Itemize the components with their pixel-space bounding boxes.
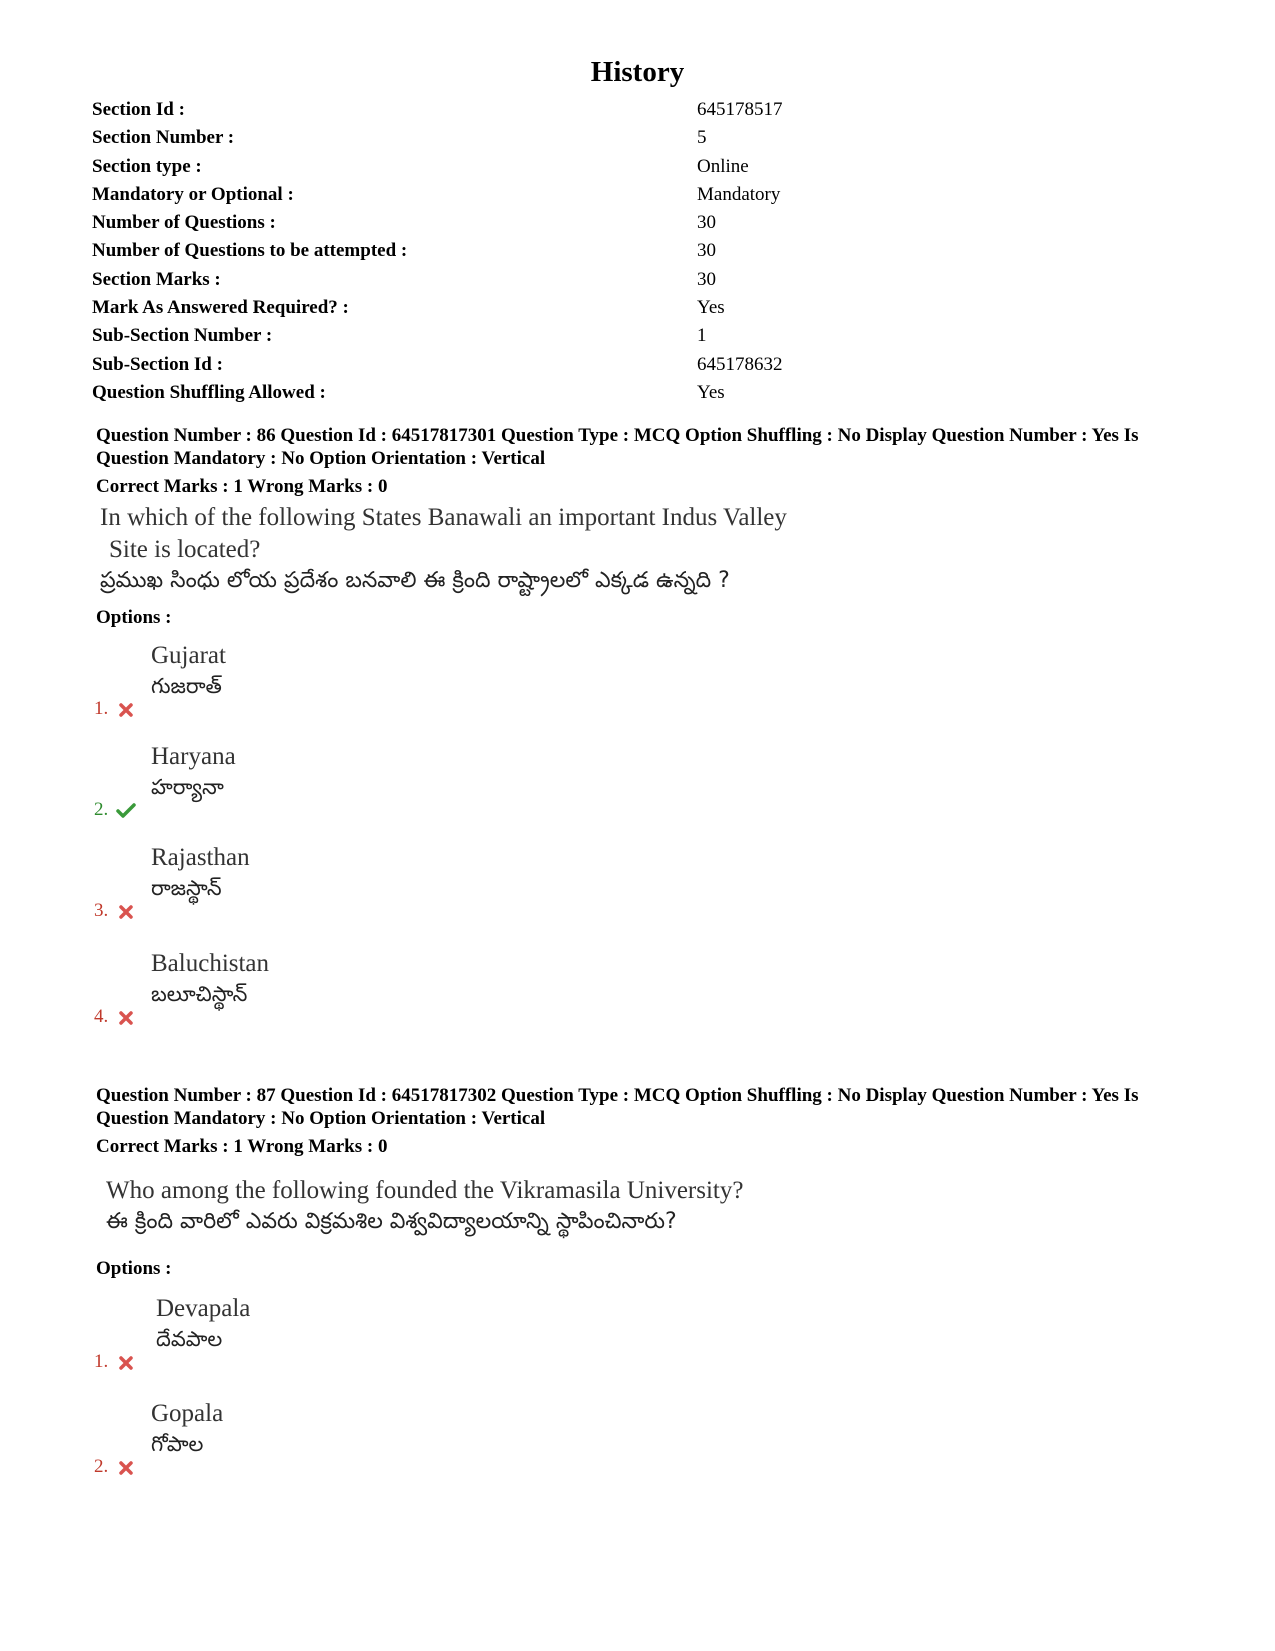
option-number: 1. [94, 698, 109, 719]
option-item[interactable] [94, 640, 694, 720]
option-text-telugu: రాజస్థాన్ [151, 876, 222, 900]
meta-value: 30 [697, 212, 716, 234]
options-label: Options : [96, 607, 172, 628]
meta-label: Question Shuffling Allowed : [92, 381, 326, 403]
meta-value: Yes [697, 297, 725, 319]
option-item[interactable] [94, 1293, 694, 1373]
meta-row-section-id [92, 96, 1192, 124]
meta-value: 30 [697, 268, 716, 290]
option-text-telugu: దేవపాల [156, 1327, 223, 1351]
option-number: 3. [94, 900, 109, 921]
option-text-english: Rajasthan [151, 844, 250, 871]
option-text [151, 948, 269, 1008]
page-title: History [590, 56, 685, 88]
cross-icon [118, 1355, 134, 1371]
meta-row-sub-section-id [92, 351, 1192, 379]
meta-label: Section Number : [92, 127, 235, 149]
option-number: 4. [94, 1006, 109, 1027]
option-number: 1. [94, 1351, 109, 1372]
option-text [151, 640, 226, 700]
cross-icon [118, 702, 134, 718]
meta-value: 1 [697, 325, 707, 347]
meta-value: Online [697, 155, 749, 177]
meta-value: Yes [697, 381, 725, 403]
question-text-english-line: In which of the following States Banawali an important Indus Valley [100, 504, 787, 531]
meta-label: Section Id : [92, 99, 185, 120]
meta-value: 5 [697, 127, 707, 149]
question-text-telugu: ప్రముఖ సింధు లోయ ప్రదేశం బనవాలి ఈ క్రింది రాష్ట్రాలలో ఎక్కడ ఉన్నది ? [100, 568, 730, 593]
option-number: 2. [94, 1456, 109, 1477]
option-text-english: Gujarat [151, 642, 226, 669]
option-text [151, 741, 236, 801]
option-text-english: Gopala [151, 1400, 224, 1427]
meta-label: Section Marks : [92, 268, 221, 290]
option-text-english: Haryana [151, 743, 236, 770]
meta-row-number-of-questions [92, 209, 1192, 237]
check-icon [116, 803, 136, 819]
meta-row-questions-to-attempt [92, 237, 1192, 265]
meta-row-sub-section-number [92, 322, 1192, 350]
question-header: Question Number : 87 Question Id : 64517817302 Question Type : MCQ Option Shuffling : No Display Question Number : Yes Is Question Mandatory : No Option Orientation : Vertical [96, 1085, 1139, 1129]
question-text [106, 1175, 743, 1237]
section-details [92, 96, 1192, 407]
option-text [151, 842, 250, 902]
cross-icon [118, 1460, 134, 1476]
meta-label: Sub-Section Id : [92, 353, 223, 375]
meta-row-mandatory [92, 181, 1192, 209]
meta-value: 645178517 [697, 99, 783, 120]
question-header: Question Number : 86 Question Id : 64517817301 Question Type : MCQ Option Shuffling : No Display Question Number : Yes Is Question Mandatory : No Option Orientation : Vertical [96, 425, 1139, 469]
meta-row-section-type [92, 153, 1192, 181]
option-text-telugu: బలూచిస్థాన్ [151, 982, 248, 1006]
meta-value: 30 [697, 240, 716, 262]
option-text [151, 1398, 223, 1458]
question-marks: Correct Marks : 1 Wrong Marks : 0 [96, 1136, 388, 1157]
option-text [156, 1293, 250, 1353]
question-text [100, 502, 787, 596]
option-item[interactable] [94, 948, 694, 1028]
meta-label: Number of Questions : [92, 212, 276, 234]
option-text-telugu: గుజరాత్ [151, 674, 222, 698]
option-item[interactable] [94, 842, 694, 922]
question-marks: Correct Marks : 1 Wrong Marks : 0 [96, 476, 388, 497]
meta-label: Number of Questions to be attempted : [92, 240, 408, 262]
option-text-english: Devapala [156, 1295, 251, 1322]
option-item[interactable] [94, 1398, 694, 1478]
option-text-telugu: హర్యానా [151, 775, 224, 799]
question-text-english-line: Who among the following founded the Vikramasila University? [106, 1177, 744, 1204]
question-text-english-line: Site is located? [109, 536, 261, 563]
meta-label: Mark As Answered Required? : [92, 297, 349, 319]
options-label: Options : [96, 1258, 172, 1279]
meta-value: Mandatory [697, 183, 781, 205]
meta-row-mark-as-answered [92, 294, 1192, 322]
meta-row-section-number [92, 124, 1192, 152]
cross-icon [118, 1010, 134, 1026]
meta-value: 645178632 [697, 353, 783, 375]
option-text-english: Baluchistan [151, 950, 270, 977]
meta-row-section-marks [92, 266, 1192, 294]
meta-label: Sub-Section Number : [92, 325, 273, 347]
meta-label: Section type : [92, 155, 202, 177]
option-item[interactable] [94, 741, 694, 821]
option-text-telugu: గోపాల [151, 1432, 204, 1456]
meta-label: Mandatory or Optional : [92, 183, 294, 205]
meta-row-question-shuffling [92, 379, 1192, 407]
cross-icon [118, 904, 134, 920]
option-number: 2. [94, 799, 109, 820]
question-text-telugu: ఈ క్రింది వారిలో ఎవరు విక్రమశిల విశ్వవిద్యాలయాన్ని స్థాపించినారు? [106, 1209, 677, 1234]
